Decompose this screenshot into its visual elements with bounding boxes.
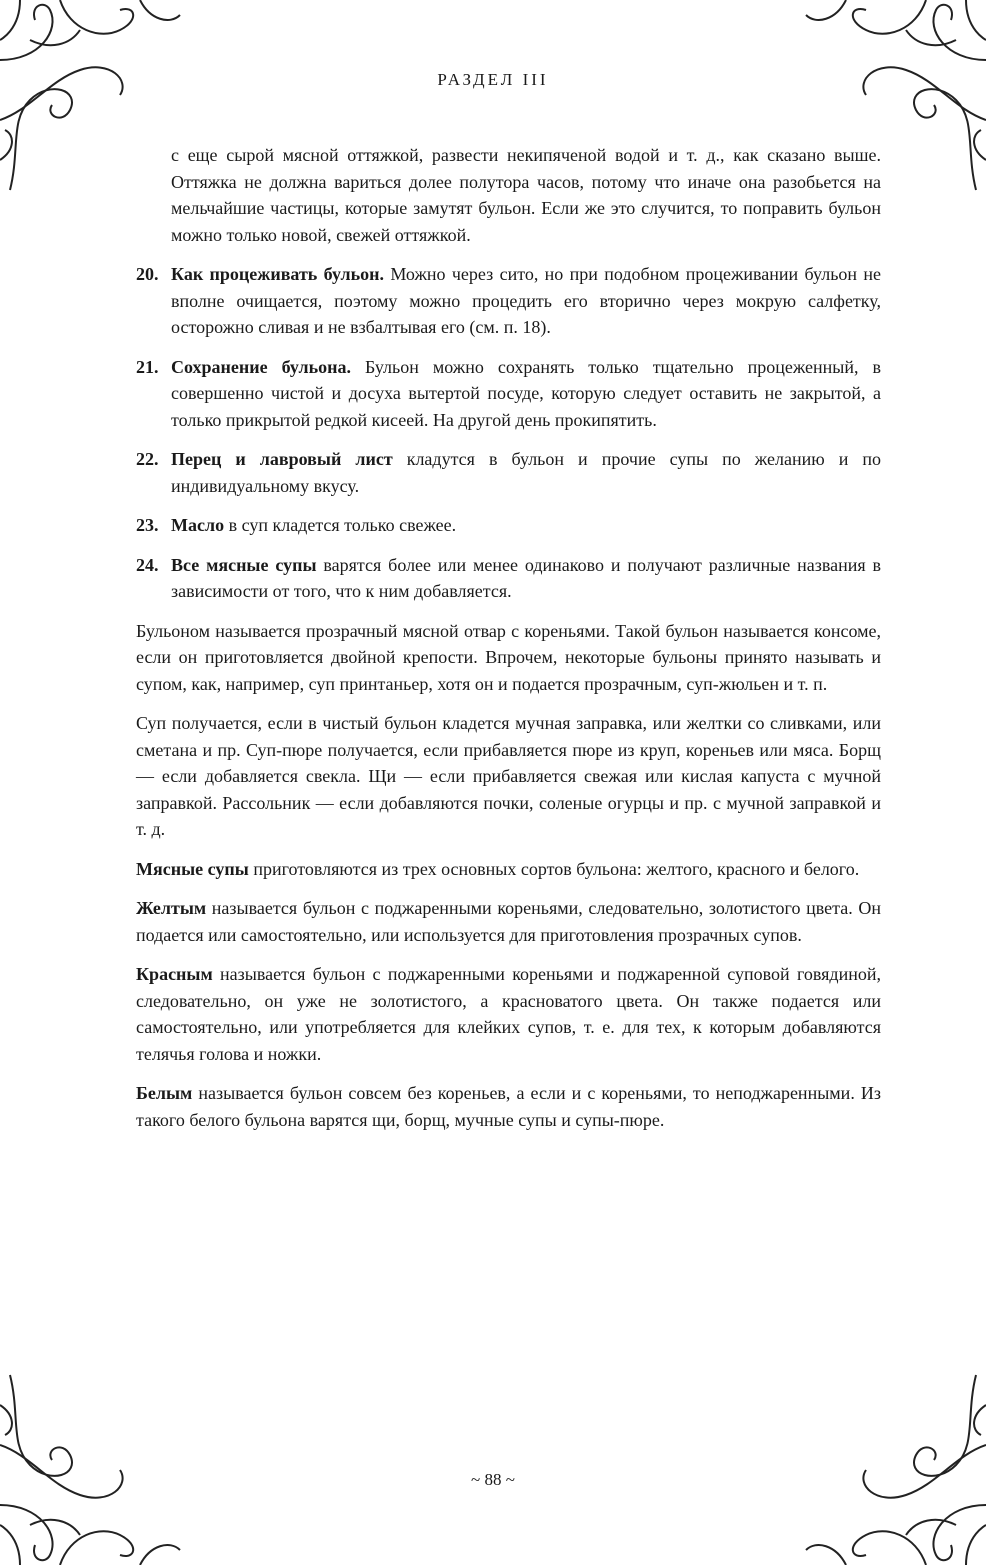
list-item	[136, 512, 881, 539]
item-number: 22.	[136, 449, 159, 469]
list-item	[136, 552, 881, 605]
paragraph-lead: Мясные супы	[136, 858, 249, 879]
item-number: 23.	[136, 515, 159, 535]
list-item	[136, 354, 881, 434]
section-header: РАЗДЕЛ III	[437, 70, 549, 89]
paragraph-text: называется бульон с поджаренными кореньями и поджаренной суповой говядиной, следовательно, он уже не золотистого, а красноватого цвета. Он также подается или самостоятельно, или употребляется для клейких супов, т. е. для тех, к которым добавляются телячья голова и ножки.	[136, 964, 881, 1064]
paragraph-text: называется бульон с поджаренными кореньями, следовательно, золотистого цвета. Он подается или самостоятельно, или используется для приготовления прозрачных супов.	[136, 898, 881, 945]
item-title: Масло	[171, 515, 225, 535]
page-number: ~ 88 ~	[471, 1470, 515, 1489]
corner-ornament-bottom-right	[786, 1365, 986, 1565]
paragraph-lead: Белым	[136, 1083, 193, 1103]
item-number: 20.	[136, 264, 159, 284]
item-body	[171, 446, 881, 499]
item-title: Как процеживать бульон.	[171, 264, 385, 284]
item-text: в суп кладется только свежее.	[224, 515, 457, 535]
list-item	[136, 261, 881, 341]
item-title: Все мясные супы	[171, 554, 317, 575]
corner-ornament-bottom-left	[0, 1365, 200, 1565]
paragraph-text: приготовляются из трех основных сортов бульона: желтого, красного и белого.	[248, 858, 860, 879]
item-title: Сохранение бульона.	[171, 356, 351, 377]
item-body	[171, 512, 881, 539]
paragraph-text: называется бульон совсем без кореньев, а если и с кореньями, то неподжаренными. Из такого белого бульона варятся щи, борщ, мучные супы и супы-пюре.	[136, 1083, 881, 1130]
body-paragraph	[136, 895, 881, 948]
paragraph-text: Суп получается, если в чистый бульон кладется мучная заправка, или желтки со сливками, или сметана и пр. Суп-пюре получается, если прибавляется пюре из круп, кореньев или мяса. Борщ — если добавляется свекла. Щи — если прибавляется свежая или кислая капуста с мучной заправкой. Рассольник — если добавляются почки, соленые огурцы и пр. с мучной заправкой и т. д.	[136, 713, 881, 839]
item-body	[171, 261, 881, 341]
item-body	[171, 354, 881, 434]
continuation-paragraph: с еще сырой мясной оттяжкой, развести некипяченой водой и т. д., как сказано выше. Оттяжка не должна вариться долее полутора часов, потому что иначе она разобьется на мельчайшие частицы, которые замутят бульон. Если же это случится, то поправить бульон можно только новой, свежей оттяжкой.	[171, 145, 881, 245]
item-body	[171, 552, 881, 605]
item-title: Перец и лавровый лист	[171, 449, 393, 469]
item-text: Бульон можно сохранять только тщательно процеженный, в совершенно чистой и досуха вытертой посуде, которую следует оставить не закрытой, а только прикрытой редкой кисеей. На другой день прокипятить.	[171, 356, 881, 430]
paragraph-lead: Желтым	[136, 898, 207, 918]
paragraph-text: Бульоном называется прозрачный мясной отвар с кореньями. Такой бульон называется консоме, если он приготовляется двойной крепости. Впрочем, некоторые бульоны принято называть и супом, как, например, суп принтаньер, хотя он и подается прозрачным, суп-жюльен и т. п.	[136, 620, 881, 694]
body-paragraph	[136, 710, 881, 843]
item-text: кладутся в бульон и прочие супы по желанию и по индивидуальному вкусу.	[171, 449, 881, 496]
item-number: 21.	[136, 356, 159, 377]
body-paragraph	[136, 961, 881, 1067]
body-paragraph	[136, 618, 881, 698]
list-item	[136, 446, 881, 499]
page-content	[136, 142, 881, 1146]
item-number: 24.	[136, 554, 159, 575]
body-paragraph	[136, 1080, 881, 1133]
item-text: варятся более или менее одинаково и получают различные названия в зависимости от того, что к ним добавляется.	[171, 554, 881, 601]
item-text: Можно через сито, но при подобном процеживании бульон не вполне очищается, поэтому можно процедить его вторично через мокрую салфетку, осторожно сливая и не взбалтывая его (см. п. 18).	[171, 264, 881, 337]
paragraph-lead: Красным	[136, 964, 213, 984]
body-paragraph	[136, 856, 881, 883]
